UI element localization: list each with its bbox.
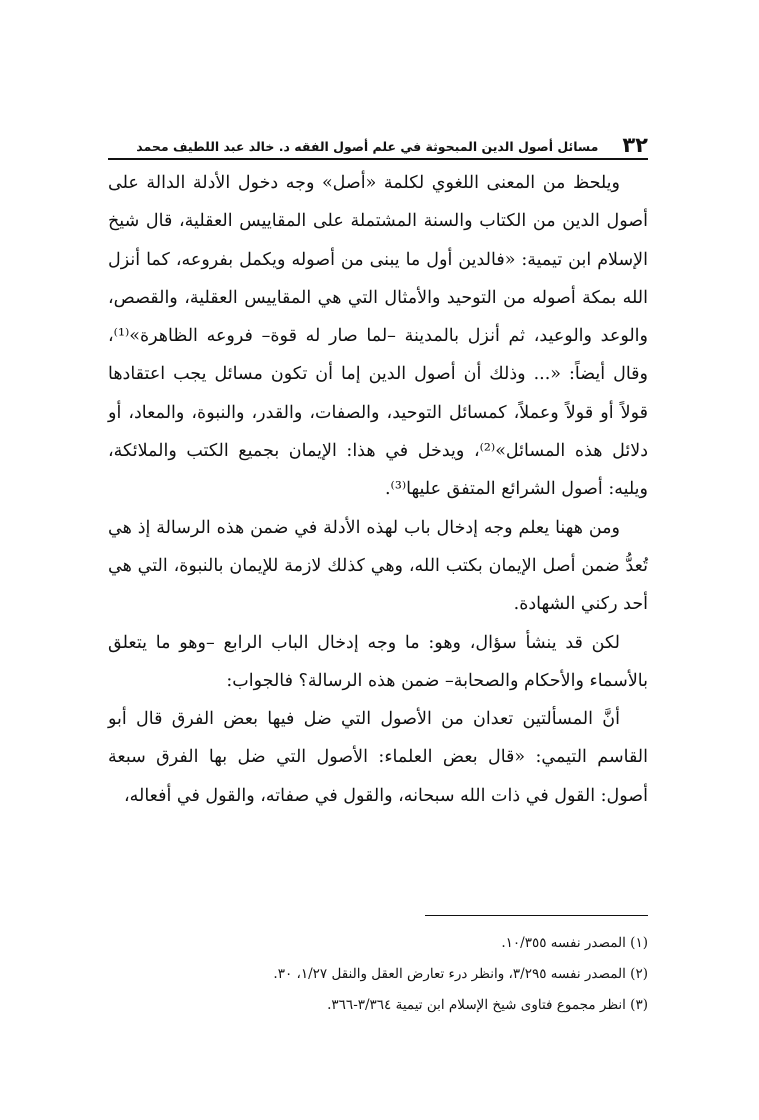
paragraph-2-text: ومن ههنا يعلم وجه إدخال باب لهذه الأدلة في ضمن هذه الرسالة إذ هي تُعدُّ ضمن أصل الإيمان بكتب الله، وهي كذلك لازمة للإيمان بالنبوة، التي هي أحد ركني الشهادة.: [108, 517, 648, 615]
footnote-divider: [425, 915, 648, 916]
paragraph-2: [108, 509, 648, 624]
page-header: [108, 131, 648, 157]
main-text: [108, 164, 648, 815]
footnote-2: (٢) المصدر نفسه ٣/٢٩٥، وانظر درء تعارض العقل والنقل ١/٢٧، ٣٠.: [273, 966, 648, 982]
paragraph-1: [108, 164, 648, 509]
paragraph-1-text: ويلحظ من المعنى اللغوي لكلمة «أصل» وجه دخول الأدلة الدالة على أصول الدين من الكتاب والسنة المشتملة على المقاييس العقلية، قال شيخ الإسلام ابن تيمية: «فالدين أول ما يبنى من أصوله ويكمل بفروعه، كما أنزل الله بمكة أصوله من التوحيد والأمثال التي هي المقاييس العقلية، والقصص، والوعد والوعيد، ثم أنزل بالمدينة –لما صار له قوة– فروعه الظاهرة»⁽¹⁾، وقال أيضاً: «... وذلك أن أصول الدين إما أن تكون مسائل يجب اعتقادها قولاً أو قولاً وعملاً، كمسائل التوحيد، والصفات، والقدر، والنبوة، والمعاد، أو دلائل هذه المسائل»⁽²⁾، ويدخل في هذا: الإيمان بجميع الكتب والملائكة، ويليه: أصول الشرائع المتفق عليها⁽³⁾.: [108, 173, 648, 500]
footnotes: [108, 928, 648, 1021]
paragraph-3: [108, 624, 648, 701]
paragraph-4: [108, 700, 648, 815]
page-number: ٣٢: [622, 133, 648, 157]
running-title: مسائل أصول الدين المبحوثة في علم أصول الفقه د. خالد عبد اللطيف محمد: [136, 139, 599, 154]
paragraph-4-text: أنَّ المسألتين تعدان من الأصول التي ضل فيها بعض الفرق قال أبو القاسم التيمي: «قال بعض العلماء: الأصول التي ضل بها الفرق سبعة أصول: القول في ذات الله سبحانه، والقول في صفاته، والقول في أفعاله،: [108, 709, 648, 806]
footnote-3: (٣) انظر مجموع فتاوى شيخ الإسلام ابن تيمية ٣/٣٦٤-٣٦٦.: [327, 997, 648, 1013]
footnote-1: (١) المصدر نفسه ١٠/٣٥٥.: [501, 935, 648, 951]
paragraph-3-text: لكن قد ينشأ سؤال، وهو: ما وجه إدخال الباب الرابع –وهو ما يتعلق بالأسماء والأحكام والصحابة– ضمن هذه الرسالة؟ فالجواب:: [108, 632, 648, 691]
header-divider: [108, 158, 648, 160]
